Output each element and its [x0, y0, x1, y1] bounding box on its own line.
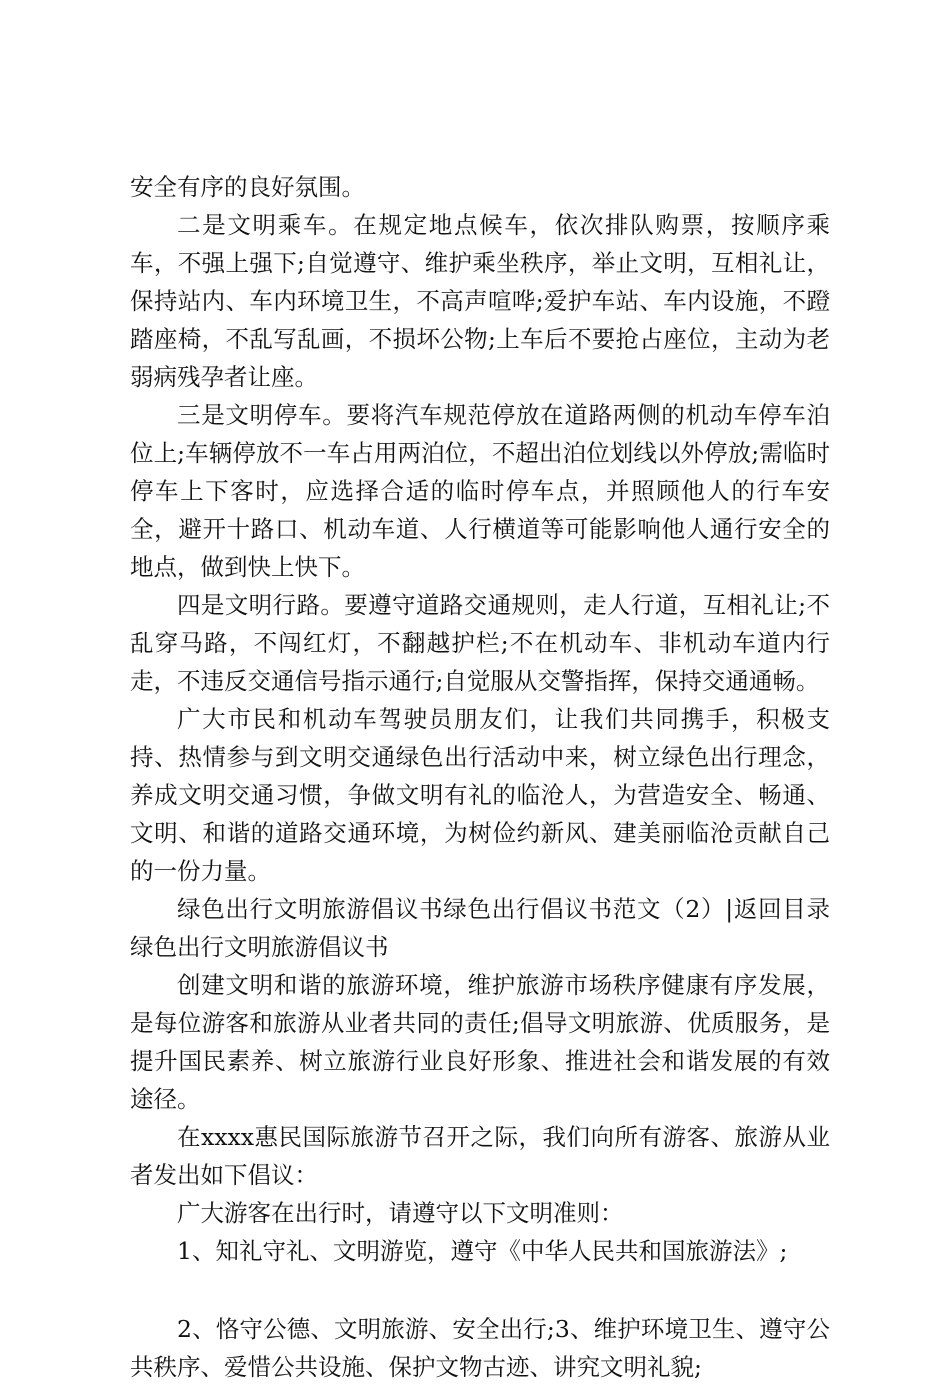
paragraph-civilized-walking: 四是文明行路。要遵守道路交通规则，走人行道，互相礼让;不乱穿马路，不闯红灯，不翻越护栏;不在机动车、非机动车道内行走，不违反交通信号指示通行;自觉服从交警指挥，保持交通通畅。	[130, 591, 830, 695]
paragraph-tourism-intro: 创建文明和谐的旅游环境，维护旅游市场秩序健康有序发展，是每位游客和旅游从业者共同的责任;倡导文明旅游、优质服务，是提升国民素养、树立旅游行业良好形象、推进社会和谐发展的有效途径。	[130, 971, 830, 1113]
paragraph-civilized-parking: 三是文明停车。要将汽车规范停放在道路两侧的机动车停车泊位上;车辆停放不一车占用两泊位，不超出泊位划线以外停放;需临时停车上下客时，应选择合适的临时停车点，并照顾他人的行车安全，避开十路口、机动车道、人行横道等可能影响他人通行安全的地点，做到快上快下。	[130, 401, 830, 581]
paragraph-civilized-riding: 二是文明乘车。在规定地点候车，依次排队购票，按顺序乘车，不强上强下;自觉遵守、维护乘坐秩序，举止文明，互相礼让，保持站内、车内环境卫生，不高声喧哗;爱护车站、车内设施，不蹬踏座椅，不乱写乱画，不损坏公物;上车后不要抢占座位，主动为老弱病残孕者让座。	[130, 211, 830, 391]
paragraph-section-heading: 绿色出行文明旅游倡议书绿色出行倡议书范文（2）|返回目录绿色出行文明旅游倡议书	[130, 895, 830, 961]
paragraph-call-to-citizens: 广大市民和机动车驾驶员朋友们，让我们共同携手，积极支持、热情参与到文明交通绿色出行活动中来，树立绿色出行理念，养成文明交通习惯，争做文明有礼的临沧人，为营造安全、畅通、文明、和谐的道路交通环境，为树俭约新风、建美丽临沧贡献自己的一份力量。	[130, 705, 830, 885]
paragraph-rule-2-3: 2、恪守公德、文明旅游、安全出行;3、维护环境卫生、遵守公共秩序、爱惜公共设施、保护文物古迹、讲究文明礼貌;	[130, 1315, 830, 1381]
paragraph-continuation: 安全有序的良好氛围。	[130, 173, 365, 201]
paragraph-rules-intro: 广大游客在出行时，请遵守以下文明准则：	[177, 1199, 624, 1227]
paragraph-rule-1: 1、知礼守礼、文明游览，遵守《中华人民共和国旅游法》;	[177, 1237, 788, 1265]
document-body	[130, 168, 830, 1386]
paragraph-festival-proposal: 在xxxx惠民国际旅游节召开之际，我们向所有游客、旅游从业者发出如下倡议：	[130, 1123, 830, 1189]
